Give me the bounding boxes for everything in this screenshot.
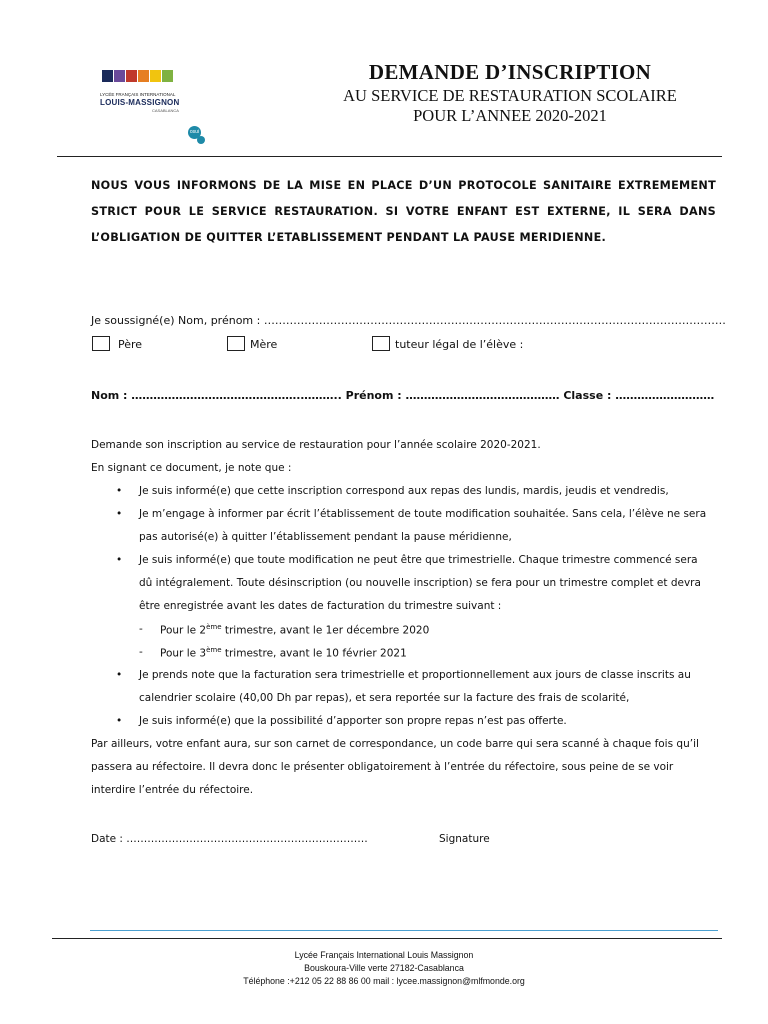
logo-city: CASABLANCA xyxy=(152,108,179,113)
bullet-icon: • xyxy=(116,554,123,566)
date-item-1: Pour le 2ème trimestre, avant le 1er décembre 2020 xyxy=(160,623,430,637)
bullet-icon: • xyxy=(116,508,123,520)
sanitary-notice: NOUS VOUS INFORMONS DE LA MISE EN PLACE D’UN PROTOCOLE SANITAIRE EXTREMEMENT STRICT POUR LE SERVICE RESTAURATION. SI VOTRE ENFANT EST EXTERNE, IL SERA DANS L’OBLIGATION DE QUITTER L’ETABLISSEMENT PENDANT LA PAUSE MERIDIENNE. xyxy=(91,179,716,244)
list-item: Je suis informé(e) que cette inscription correspond aux repas des lundis, mardis, jeudis et vendredis, xyxy=(139,485,669,497)
paragraph-line: interdire l’entrée du réfectoire. xyxy=(91,784,254,796)
list-item: Je suis informé(e) que la possibilité d’apporter son propre repas n’est pas offerte. xyxy=(139,715,567,727)
tuteur-checkbox[interactable] xyxy=(372,336,390,351)
logo-color-bars xyxy=(100,66,180,88)
list-item-cont: dû intégralement. Toute désinscription (ou nouvelle inscription) se fera pour un trimestre complet et devra xyxy=(139,577,701,589)
list-item-cont: calendrier scolaire (40,00 Dh par repas), et sera reportée sur la facture des frais de scolarité, xyxy=(139,692,630,704)
list-item-cont: pas autorisé(e) à quitter l’établissement pendant la pause méridienne, xyxy=(139,531,512,543)
dash-icon: - xyxy=(139,623,143,635)
osui-dot-icon xyxy=(197,136,205,144)
doc-subtitle: AU SERVICE DE RESTAURATION SCOLAIRE xyxy=(343,86,677,105)
paragraph-line: Par ailleurs, votre enfant aura, sur son carnet de correspondance, un code barre qui sera scanné à chaque fois qu’il xyxy=(91,738,699,750)
footer-school-name: Lycée Français International Louis Massignon xyxy=(294,950,474,960)
footer-divider xyxy=(52,938,722,939)
pere-label: Père xyxy=(118,338,143,351)
pere-checkbox[interactable] xyxy=(92,336,110,351)
doc-year: POUR L’ANNEE 2020-2021 xyxy=(413,106,607,125)
demande-text: Demande son inscription au service de restauration pour l’année scolaire 2020-2021. xyxy=(91,439,541,451)
school-logo xyxy=(100,66,220,146)
list-item: Je prends note que la facturation sera trimestrielle et proportionnellement aux jours de classe inscrits au xyxy=(139,669,691,681)
logo-subtitle: LYCÉE FRANÇAIS INTERNATIONAL xyxy=(100,92,176,97)
list-item: Je suis informé(e) que toute modification ne peut être que trimestrielle. Chaque trimestre commencé sera xyxy=(139,554,698,566)
osui-logo: osui xyxy=(188,126,201,139)
logo-name: LOUIS-MASSIGNON xyxy=(100,98,180,107)
mere-checkbox[interactable] xyxy=(227,336,245,351)
date-item-2: Pour le 3ème trimestre, avant le 10 février 2021 xyxy=(160,646,407,660)
bullet-icon: • xyxy=(116,715,123,727)
paragraph-line: passera au réfectoire. Il devra donc le présenter obligatoirement à l’entrée du réfectoire, sous peine de se voir xyxy=(91,761,674,773)
bullet-icon: • xyxy=(116,669,123,681)
bullet-icon: • xyxy=(116,485,123,497)
dash-icon: - xyxy=(139,646,143,658)
signature-label: Signature xyxy=(439,833,490,845)
mere-label: Mère xyxy=(250,338,278,351)
list-item-cont: être enregistrée avant les dates de facturation du trimestre suivant : xyxy=(139,600,502,612)
tuteur-label: tuteur légal de l’élève : xyxy=(395,338,524,351)
list-item: Je m’engage à informer par écrit l’établissement de toute modification souhaitée. Sans cela, l’élève ne sera xyxy=(139,508,707,520)
footer-contact: Téléphone :+212 05 22 88 86 00 mail : lycee.massignon@mlfmonde.org xyxy=(243,976,525,986)
header-divider xyxy=(57,156,722,157)
date-field[interactable]: Date : …………………………………………………………… xyxy=(91,833,368,845)
doc-title: DEMANDE D’INSCRIPTION xyxy=(368,60,652,84)
footer-address: Bouskoura-Ville verte 27182-Casablanca xyxy=(304,963,464,973)
soussigne-field[interactable]: Je soussigné(e) Nom, prénom : ……………………………………………………………………………………………………………… xyxy=(91,314,726,327)
student-info-field[interactable]: Nom : ……………………………………….……….. Prénom : …………………………………… Classe : ……………………… xyxy=(91,389,715,402)
footer-blue-rule xyxy=(90,930,718,931)
signant-text: En signant ce document, je note que : xyxy=(91,462,292,474)
